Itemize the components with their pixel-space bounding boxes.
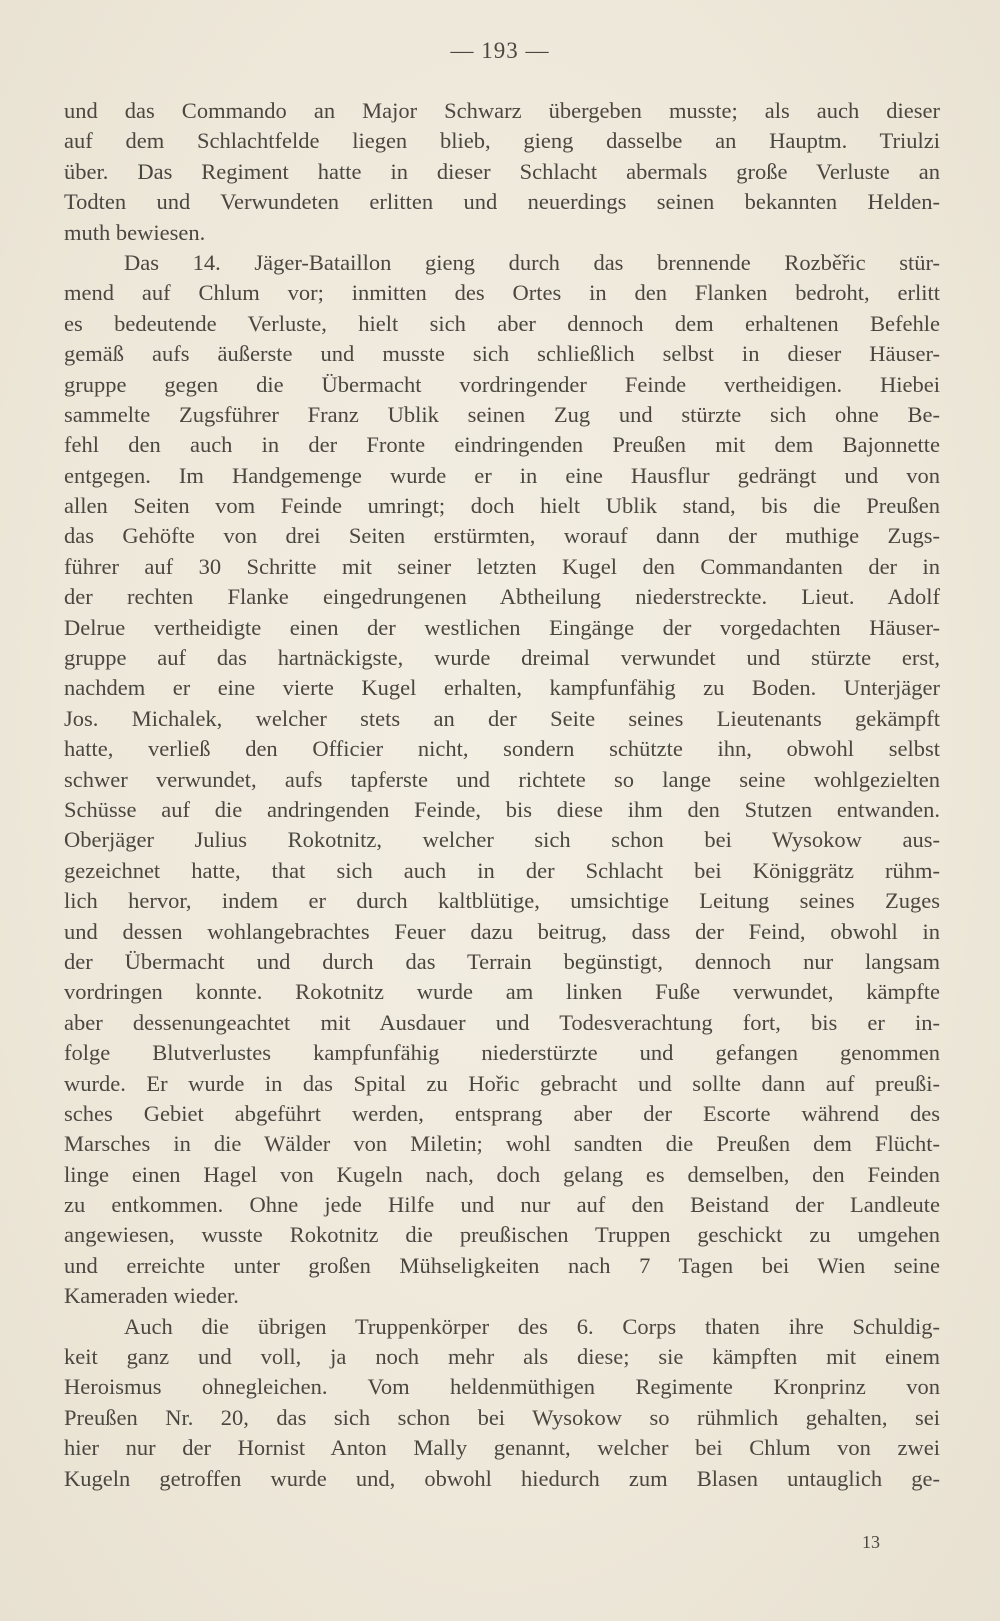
- text-line: und dessen wohlangebrachtes Feuer dazu beitrug, dass der Feind, obwohl in: [64, 918, 940, 944]
- text-line: sammelte Zugsführer Franz Ublik seinen Zug und stürzte sich ohne Be-: [64, 401, 940, 427]
- text-line: Auch die übrigen Truppenkörper des 6. Corps thaten ihre Schuldig-: [124, 1313, 940, 1339]
- text-line: wurde. Er wurde in das Spital zu Hořic gebracht und sollte dann auf preußi-: [64, 1070, 940, 1096]
- text-line: lich hervor, indem er durch kaltblütige, umsichtige Leitung seines Zuges: [64, 888, 940, 914]
- text-line: mend auf Chlum vor; inmitten des Ortes in den Flanken bedroht, erlitt: [64, 280, 940, 306]
- text-line: entgegen. Im Handgemenge wurde er in eine Hausflur gedrängt und von: [64, 462, 940, 488]
- text-line: fehl den auch in der Fronte eindringenden Preußen mit dem Bajonnette: [64, 432, 940, 458]
- text-line: Todten und Verwundeten erlitten und neuerdings seinen bekannten Helden-: [64, 189, 940, 215]
- text-line: gruppe gegen die Übermacht vordringender Feinde vertheidigen. Hiebei: [64, 371, 940, 397]
- text-line: Kugeln getroffen wurde und, obwohl hiedurch zum Blasen untauglich ge-: [64, 1465, 940, 1491]
- text-line: aber dessenungeachtet mit Ausdauer und Todesverachtung fort, bis er in-: [64, 1009, 940, 1035]
- text-line: es bedeutende Verluste, hielt sich aber dennoch dem erhaltenen Befehle: [64, 310, 940, 336]
- text-line: Jos. Michalek, welcher stets an der Seite seines Lieutenants gekämpft: [64, 705, 940, 731]
- body-text: [64, 96, 940, 1494]
- text-line: Kameraden wieder.: [64, 1283, 239, 1309]
- text-line: folge Blutverlustes kampfunfähig niederstürzte und gefangen genommen: [64, 1040, 940, 1066]
- text-line: Das 14. Jäger-Bataillon gieng durch das brennende Rozběřic stür-: [124, 249, 940, 275]
- text-line: nachdem er eine vierte Kugel erhalten, kampfunfähig zu Boden. Unterjäger: [64, 675, 940, 701]
- text-line: und erreichte unter großen Mühseligkeiten nach 7 Tagen bei Wien seine: [64, 1252, 940, 1278]
- text-line: schwer verwundet, aufs tapferste und richtete so lange seine wohlgezielten: [64, 766, 940, 792]
- text-line: über. Das Regiment hatte in dieser Schlacht abermals große Verluste an: [64, 158, 940, 184]
- text-line: der rechten Flanke eingedrungenen Abtheilung niederstreckte. Lieut. Adolf: [64, 584, 940, 610]
- text-line: hatte, verließ den Officier nicht, sondern schützte ihn, obwohl selbst: [64, 736, 940, 762]
- page-header-number: — 193 —: [450, 38, 550, 63]
- text-line: gemäß aufs äußerste und musste sich schließlich selbst in dieser Häuser-: [64, 341, 940, 367]
- text-line: Heroismus ohnegleichen. Vom heldenmüthigen Regimente Kronprinz von: [64, 1374, 940, 1400]
- text-line: Marsches in die Wälder von Miletin; wohl sandten die Preußen dem Flücht-: [64, 1131, 940, 1157]
- text-line: angewiesen, wusste Rokotnitz die preußischen Truppen geschickt zu umgehen: [64, 1222, 940, 1248]
- text-line: auf dem Schlachtfelde liegen blieb, gieng dasselbe an Hauptm. Triulzi: [64, 128, 940, 154]
- text-line: muth bewiesen.: [64, 219, 206, 245]
- text-line: allen Seiten vom Feinde umringt; doch hielt Ublik stand, bis die Preußen: [64, 493, 940, 519]
- text-line: hier nur der Hornist Anton Mally genannt, welcher bei Chlum von zwei: [64, 1435, 940, 1461]
- text-line: gezeichnet hatte, that sich auch in der Schlacht bei Königgrätz rühm-: [64, 857, 940, 883]
- text-line: Schüsse auf die andringenden Feinde, bis diese ihm den Stutzen entwanden.: [64, 796, 940, 822]
- text-line: keit ganz und voll, ja noch mehr als diese; sie kämpften mit einem: [64, 1344, 940, 1370]
- text-line: führer auf 30 Schritte mit seiner letzten Kugel den Commandanten der in: [64, 553, 940, 579]
- text-line: gruppe auf das hartnäckigste, wurde dreimal verwundet und stürzte erst,: [64, 645, 940, 671]
- text-line: vordringen konnte. Rokotnitz wurde am linken Fuße verwundet, kämpfte: [64, 979, 940, 1005]
- text-line: linge einen Hagel von Kugeln nach, doch gelang es demselben, den Feinden: [64, 1161, 940, 1187]
- text-line: sches Gebiet abgeführt werden, entsprang aber der Escorte während des: [64, 1100, 940, 1126]
- signature-mark: 13: [862, 1532, 880, 1552]
- text-line: und das Commando an Major Schwarz übergeben musste; als auch dieser: [64, 98, 940, 123]
- text-line: das Gehöfte von drei Seiten erstürmten, worauf dann der muthige Zugs-: [64, 523, 940, 549]
- text-line: Oberjäger Julius Rokotnitz, welcher sich schon bei Wysokow aus-: [64, 827, 940, 853]
- text-line: der Übermacht und durch das Terrain begünstigt, dennoch nur langsam: [64, 948, 940, 974]
- text-line: Delrue vertheidigte einen der westlichen Eingänge der vorgedachten Häuser-: [64, 614, 940, 640]
- text-line: Preußen Nr. 20, das sich schon bei Wysokow so rühmlich gehalten, sei: [64, 1404, 940, 1430]
- text-line: zu entkommen. Ohne jede Hilfe und nur auf den Beistand der Landleute: [64, 1192, 940, 1218]
